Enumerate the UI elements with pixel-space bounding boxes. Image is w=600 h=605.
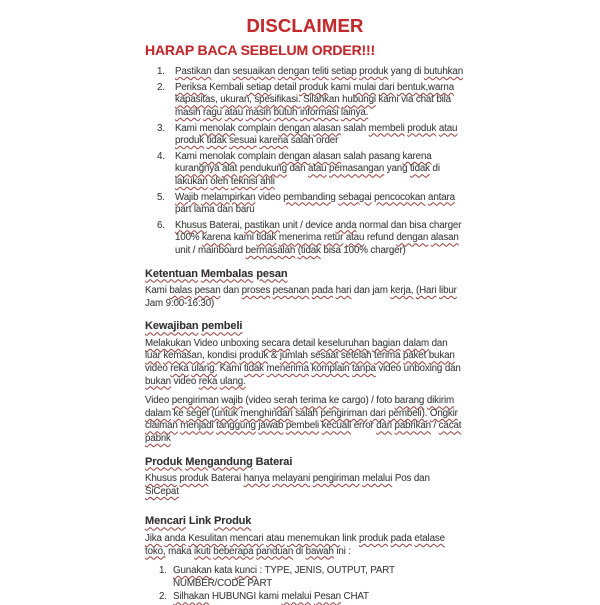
- word: Kami: [145, 285, 167, 297]
- word: jam: [372, 285, 388, 297]
- word: Khusus: [145, 473, 177, 485]
- word: pencocokan: [374, 191, 426, 203]
- word: masih: [175, 106, 201, 118]
- word: salah: [290, 135, 314, 147]
- word: HUBUNGI: [211, 591, 257, 603]
- word: 100%: [343, 244, 368, 256]
- word: libur: [439, 285, 457, 297]
- word: dan: [213, 66, 230, 78]
- word: 100%: [175, 232, 200, 244]
- word: etalase: [414, 533, 445, 544]
- word: normal: [359, 219, 389, 231]
- word: dan: [353, 285, 370, 297]
- word: alasan: [430, 232, 459, 244]
- word: &: [270, 350, 278, 362]
- word: lainya.: [340, 106, 369, 118]
- item-text: [175, 151, 465, 189]
- word: detail: [273, 81, 297, 93]
- word: pesanan: [272, 285, 310, 297]
- word: baru: [235, 204, 255, 216]
- word: Membalas: [200, 267, 254, 280]
- word: bentuk,warna: [396, 81, 454, 93]
- word: menerima: [278, 232, 322, 244]
- item-number: 1.: [157, 66, 165, 78]
- word: salah: [343, 150, 367, 162]
- word: link: [342, 533, 357, 544]
- word: karena: [202, 232, 232, 244]
- word: membeli: [368, 122, 405, 134]
- word: pengiriman: [320, 407, 368, 419]
- section-mencari-link-produk: [145, 515, 465, 604]
- word: ulang.: [191, 363, 218, 375]
- word: masih: [245, 106, 271, 118]
- word: CHAT: [343, 591, 369, 603]
- word: komplain: [311, 363, 350, 375]
- word: ke: [173, 407, 184, 419]
- word: Melakukan: [145, 337, 192, 349]
- word: kami: [258, 591, 279, 603]
- word: ragu: [202, 106, 222, 118]
- word: produk: [359, 66, 389, 78]
- word: ulang.: [219, 375, 246, 387]
- word: anda: [164, 533, 186, 544]
- word: keseluruhan: [317, 337, 370, 349]
- word: reka: [170, 363, 189, 375]
- word: anda: [335, 219, 357, 231]
- word: dan: [413, 473, 430, 485]
- word: di: [432, 163, 440, 175]
- word: terima: [300, 395, 327, 407]
- word: dan: [444, 363, 461, 375]
- word: :: [259, 565, 263, 577]
- word: sebagai: [338, 191, 372, 203]
- word: menjadi: [180, 420, 214, 432]
- disclaimer-list: [145, 66, 465, 257]
- word: tanpa: [352, 363, 376, 375]
- word: Video: [193, 337, 218, 349]
- word: paket: [402, 350, 427, 362]
- word: dan: [217, 204, 233, 216]
- word: spesifikasi.: [254, 94, 301, 106]
- word: Baterai: [211, 473, 241, 485]
- word: PART: [370, 565, 395, 577]
- word: segel: [186, 407, 209, 419]
- disclaimer-item: [145, 82, 465, 120]
- word: alat: [221, 163, 238, 175]
- word: Mengandung: [185, 455, 253, 468]
- word: salah: [295, 407, 318, 419]
- section-paragraph: [145, 285, 465, 310]
- word: atau: [307, 163, 327, 175]
- word: complain: [237, 122, 276, 134]
- word: produk: [175, 135, 205, 147]
- word: Mencari: [145, 515, 186, 528]
- word: /: [192, 244, 196, 256]
- word: ahli: [260, 175, 275, 187]
- word: tanggung: [216, 420, 256, 432]
- word: PART: [247, 577, 273, 589]
- word: bisa: [323, 244, 341, 256]
- word: Jam: [145, 297, 164, 309]
- item-text: [175, 220, 465, 258]
- guide-list: [145, 565, 465, 604]
- word: setelah: [340, 350, 372, 362]
- word: unboxing: [403, 363, 443, 375]
- word: error: [353, 420, 374, 432]
- word: menolak: [199, 150, 236, 162]
- word: karena: [402, 150, 432, 162]
- word: mencari: [229, 533, 264, 544]
- word: tidak: [409, 163, 430, 175]
- word: setiap: [246, 81, 272, 93]
- item-text: [173, 565, 465, 590]
- word: charger: [429, 219, 462, 231]
- disclaimer-document: [145, 15, 465, 605]
- word: hanya: [243, 473, 270, 485]
- word: produk: [407, 122, 437, 134]
- word: dari: [376, 420, 392, 432]
- word: ikuti: [194, 545, 211, 557]
- word: atau: [345, 232, 365, 244]
- item-number: 5.: [157, 191, 165, 203]
- word: balas: [169, 285, 192, 297]
- disclaimer-item: [145, 220, 465, 258]
- word: dari: [378, 81, 395, 93]
- word: proses: [241, 285, 271, 297]
- word: teliti: [312, 66, 329, 78]
- word: bukan: [145, 375, 171, 387]
- word: atau: [266, 533, 285, 544]
- word: via: [401, 94, 414, 106]
- word: kata: [214, 565, 233, 577]
- item-text: [175, 66, 465, 79]
- word: NUMBER/CODE: [173, 577, 245, 589]
- word: kapasitas,: [175, 94, 218, 106]
- word: pembeli: [201, 320, 243, 333]
- page-subtitle: HARAP BACA SEBELUM ORDER!!!: [145, 41, 376, 58]
- word: oleh: [210, 175, 229, 187]
- word: pembanding: [283, 191, 336, 203]
- word: melalui: [281, 591, 312, 603]
- word: Kami: [175, 122, 197, 134]
- word: menerima: [266, 363, 309, 375]
- word: JENIS,: [294, 565, 325, 577]
- item-number: 2.: [159, 591, 167, 603]
- word: Periksa: [175, 81, 207, 93]
- word: maka: [168, 545, 192, 557]
- item-number: 4.: [157, 150, 165, 162]
- word: Jika: [145, 533, 162, 544]
- word: bermasalah: [245, 244, 296, 256]
- word: atau: [224, 106, 244, 118]
- word: dengan: [278, 150, 311, 162]
- word: di: [295, 545, 304, 557]
- word: menemukan: [287, 533, 340, 544]
- word: Baterai,: [209, 219, 242, 231]
- word: cacat: [438, 420, 462, 432]
- sections-container: [145, 268, 465, 604]
- word: pastikan: [244, 219, 280, 231]
- word: produk: [299, 81, 329, 93]
- word: reka: [198, 375, 218, 387]
- word: dan: [431, 337, 448, 349]
- word: Link: [188, 515, 212, 528]
- word: pengiriman: [312, 473, 360, 485]
- item-text: [175, 192, 465, 217]
- word: detail: [292, 337, 316, 349]
- item-number: 1.: [159, 565, 167, 577]
- word: video: [145, 363, 168, 375]
- word: produk: [239, 350, 269, 362]
- word: video: [173, 375, 197, 387]
- word: Kesulitan: [188, 533, 228, 544]
- guide-item: [159, 565, 465, 590]
- word: menolak: [199, 122, 236, 134]
- word: dalam: [145, 407, 171, 419]
- word: Produk: [145, 455, 183, 468]
- word: chat: [415, 94, 434, 106]
- word: foto: [376, 395, 393, 407]
- word: serah: [273, 395, 298, 407]
- word: /: [433, 420, 437, 432]
- word: retur: [323, 232, 344, 244]
- word: Wajib: [175, 191, 199, 203]
- word: bawah: [305, 545, 334, 557]
- section-kewajiban-pembeli: [145, 320, 465, 445]
- word: mainboard: [197, 244, 243, 256]
- word: pasang: [368, 150, 400, 162]
- word: TYPE,: [264, 565, 293, 577]
- page-title: DISCLAIMER: [246, 15, 364, 36]
- word: :: [348, 545, 351, 557]
- word: refund: [366, 232, 394, 244]
- section-paragraph: [145, 338, 465, 388]
- word: teknisi: [230, 175, 258, 187]
- word: barang: [394, 395, 425, 407]
- word: beberapa: [213, 545, 254, 557]
- word: Khusus: [175, 219, 207, 231]
- word: claiman: [145, 420, 178, 432]
- word: panduan: [256, 545, 294, 557]
- word: sesuai: [229, 135, 257, 147]
- word: kami: [233, 232, 254, 244]
- word: dan: [289, 163, 306, 175]
- word: pengiriman: [171, 395, 219, 407]
- word: pada: [311, 285, 333, 297]
- word: cargo): [341, 395, 369, 407]
- word: dengan: [277, 66, 310, 78]
- item-number: 6.: [157, 219, 165, 231]
- item-text: [175, 123, 465, 148]
- word: bila: [436, 94, 451, 106]
- word: yang: [390, 66, 412, 78]
- word: charger): [370, 244, 406, 256]
- word: kami: [330, 81, 351, 93]
- word: video: [257, 191, 281, 203]
- item-number: 3.: [157, 122, 165, 134]
- word: di: [413, 66, 422, 78]
- word: Kami: [175, 150, 197, 162]
- word: toko,: [145, 545, 166, 557]
- word: kemasan,: [163, 350, 205, 362]
- word: order: [316, 135, 339, 147]
- word: kunci: [234, 565, 257, 577]
- section-heading: [145, 456, 465, 469]
- word: lakukan: [175, 175, 208, 187]
- word: unboxing: [220, 337, 259, 349]
- section-ketentuan-membalas-pesan: [145, 268, 465, 311]
- word: butuh: [273, 106, 298, 118]
- word: Kewajiban: [145, 320, 199, 333]
- item-text: [175, 82, 465, 120]
- word: ukuran,: [220, 94, 252, 106]
- word: pembeli).: [388, 407, 428, 419]
- word: kurangnya: [175, 163, 220, 175]
- word: produk: [179, 473, 209, 485]
- word: (tidak: [297, 244, 321, 256]
- word: /: [371, 395, 374, 407]
- word: dengan: [396, 232, 429, 244]
- word: melampirkan: [200, 191, 256, 203]
- word: jawab: [258, 420, 284, 432]
- word: pesan: [194, 285, 221, 297]
- section-heading: [145, 320, 465, 333]
- section-paragraph: [145, 533, 465, 558]
- word: yang: [386, 163, 408, 175]
- word: setiap: [331, 66, 357, 78]
- word: Produk: [214, 515, 252, 528]
- disclaimer-item: [145, 151, 465, 189]
- item-number: 2.: [157, 81, 165, 93]
- word: lama: [193, 204, 215, 216]
- word: dengan: [278, 122, 311, 134]
- word: alasan: [312, 150, 341, 162]
- word: ini: [336, 545, 346, 557]
- word: kami: [378, 94, 399, 106]
- word: terima: [374, 350, 401, 362]
- word: video: [378, 363, 402, 375]
- word: Video: [145, 395, 170, 407]
- word: hari: [335, 285, 352, 297]
- disclaimer-item: [145, 192, 465, 217]
- word: SiCepat: [145, 485, 179, 497]
- word: pendukung: [239, 163, 287, 175]
- section-paragraph: [145, 395, 465, 445]
- word: device: [305, 219, 333, 231]
- word: dikirim: [426, 395, 455, 407]
- word: pabrikan: [394, 420, 431, 432]
- word: dan: [390, 219, 407, 231]
- word: Baterai: [255, 455, 293, 468]
- word: secara: [261, 337, 290, 349]
- word: wajib: [221, 395, 243, 407]
- disclaimer-item: [145, 123, 465, 148]
- word: Ketentuan: [145, 267, 198, 280]
- word: melalui: [362, 473, 393, 485]
- section-paragraph: [145, 473, 465, 498]
- word: ke: [329, 395, 340, 407]
- word: butuhkan: [423, 66, 464, 78]
- word: dari: [369, 407, 386, 419]
- word: informasi: [299, 106, 339, 118]
- word: dalam: [403, 337, 430, 349]
- word: kecuali: [321, 420, 352, 432]
- word: tidak: [206, 135, 227, 147]
- word: Ongkir: [429, 407, 458, 419]
- word: pemasangan: [329, 163, 385, 175]
- word: kerja,: [390, 285, 414, 297]
- word: bisa: [409, 219, 427, 231]
- word: Silhakan: [173, 591, 210, 603]
- word: melayani: [272, 473, 311, 485]
- word: unit: [175, 244, 191, 256]
- word: (Hari: [415, 285, 437, 297]
- section-heading: [145, 268, 465, 281]
- word: Pesan: [313, 591, 341, 603]
- section-produk-mengandung-baterai: [145, 456, 465, 499]
- word: bagian: [372, 337, 401, 349]
- word: pabrik: [145, 433, 171, 445]
- word: pesan: [256, 267, 288, 280]
- word: unit: [282, 219, 298, 231]
- word: hubungi: [342, 94, 376, 106]
- item-text: [173, 591, 465, 604]
- word: jumlah: [279, 350, 308, 362]
- word: /: [300, 219, 303, 231]
- word: pada: [390, 533, 412, 544]
- disclaimer-item: [145, 66, 465, 79]
- word: dan: [223, 285, 239, 297]
- word: antara: [428, 191, 455, 203]
- section-heading: [145, 515, 465, 528]
- word: tidak: [256, 232, 277, 244]
- word: alasan: [312, 122, 341, 134]
- word: Gunakan: [173, 565, 212, 577]
- word: Kami: [219, 363, 242, 375]
- word: 9:00-16:30): [165, 297, 215, 309]
- word: luar: [145, 350, 161, 362]
- word: pembeli: [285, 420, 320, 432]
- word: menghindari: [240, 407, 293, 419]
- word: atau: [438, 122, 458, 134]
- word: salah: [343, 122, 367, 134]
- word: part: [175, 204, 192, 216]
- word: mulai: [353, 81, 377, 93]
- word: tidak: [243, 363, 264, 375]
- word: Pastikan: [175, 66, 212, 78]
- word: (video: [245, 395, 272, 407]
- guide-item: [159, 591, 465, 604]
- word: complain: [237, 150, 276, 162]
- word: Silahkan: [303, 94, 340, 106]
- word: sesuaikan: [232, 66, 276, 78]
- word: OUTPUT,: [326, 565, 368, 577]
- word: produk: [358, 533, 389, 544]
- word: karena: [259, 135, 289, 147]
- word: (untuk: [211, 407, 238, 419]
- word: Kembali: [209, 81, 244, 93]
- word: kondisi: [207, 350, 237, 362]
- word: Pos: [394, 473, 412, 485]
- word: sesaat: [310, 350, 339, 362]
- word: bukan: [428, 350, 455, 362]
